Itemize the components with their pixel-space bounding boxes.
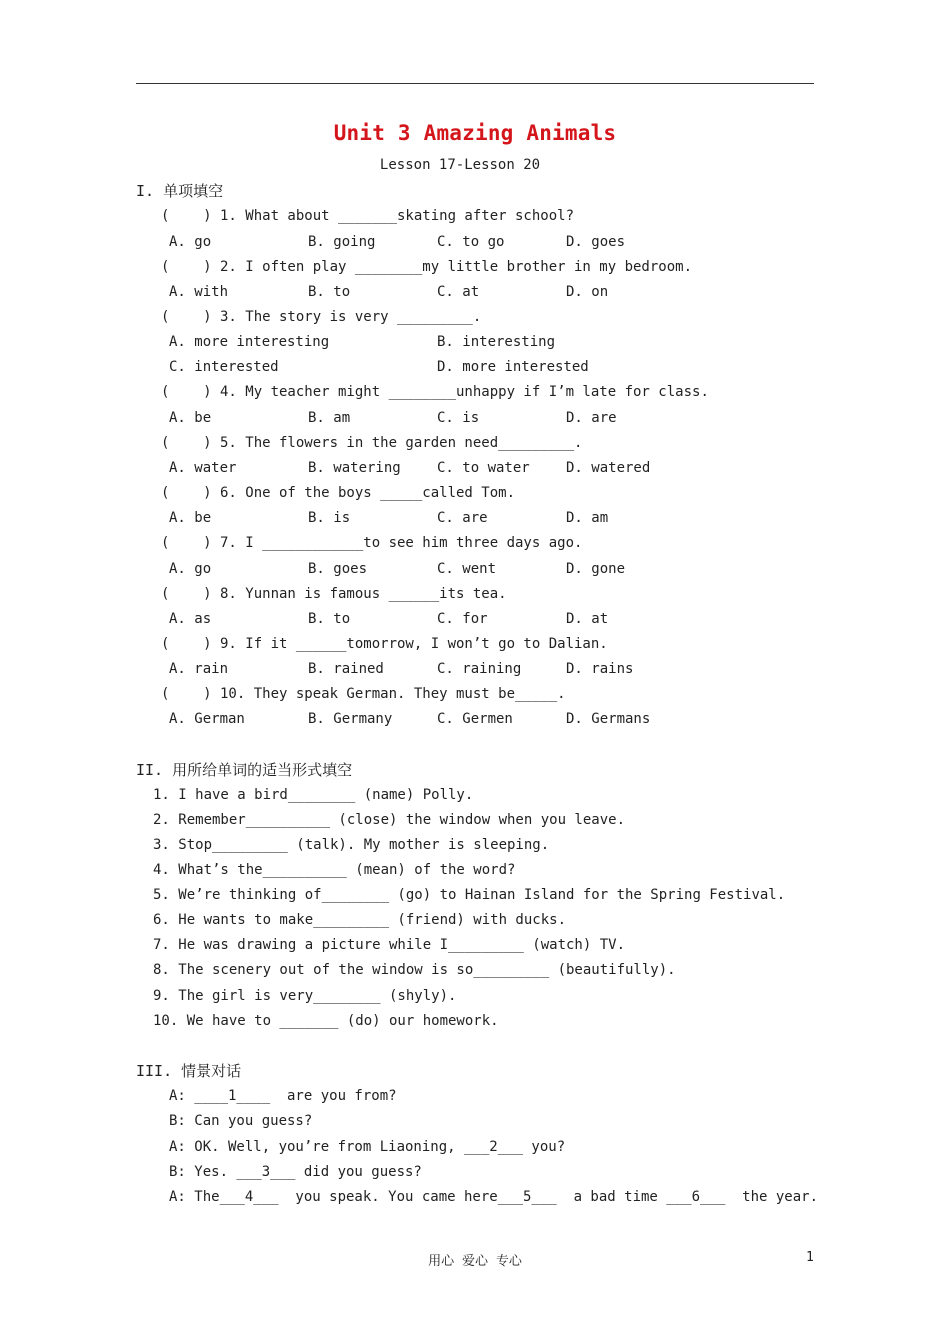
question-stem: ( ) 8. Yunnan is famous ______its tea.	[161, 586, 507, 602]
question-stem: ( ) 4. My teacher might ________unhappy if I’m late for class.	[161, 384, 709, 400]
dialogue-line: A: ____1____ are you from?	[169, 1088, 397, 1104]
option-c: C. to go	[437, 234, 505, 250]
option-d: D. watered	[566, 460, 651, 476]
option-d: D. rains	[566, 661, 634, 677]
option-c: C. for	[437, 611, 488, 627]
option-b: B. is	[308, 510, 351, 526]
question-stem: ( ) 3. The story is very _________.	[161, 309, 482, 325]
question-stem: ( ) 10. They speak German. They must be_____.	[161, 686, 566, 702]
fill-item: 10. We have to _______ (do) our homework.	[153, 1013, 499, 1029]
option-a: A. go	[169, 561, 212, 577]
question-stem: ( ) 2. I often play ________my little brother in my bedroom.	[161, 259, 693, 275]
option-a: A. rain	[169, 661, 229, 677]
fill-item: 7. He was drawing a picture while I_________ (watch) TV.	[153, 937, 626, 953]
option-a: A. as	[169, 611, 212, 627]
option-c: C. is	[437, 410, 480, 426]
option-d: D. goes	[566, 234, 626, 250]
section-3-heading: III. 情景对话	[136, 1062, 242, 1080]
fill-item: 8. The scenery out of the window is so_________ (beautifully).	[153, 962, 676, 978]
option-b: B. going	[308, 234, 376, 250]
option-d: D. are	[566, 410, 617, 426]
fill-item: 9. The girl is very________ (shyly).	[153, 988, 457, 1004]
page-subtitle: Lesson 17-Lesson 20	[379, 157, 541, 173]
question-stem: ( ) 1. What about _______skating after school?	[161, 208, 575, 224]
option-d: D. at	[566, 611, 609, 627]
option-a: A. go	[169, 234, 212, 250]
fill-item: 1. I have a bird________ (name) Polly.	[153, 787, 474, 803]
question-stem: ( ) 9. If it ______tomorrow, I won’t go to Dalian.	[161, 636, 608, 652]
option-c: C. interested	[169, 359, 279, 375]
fill-item: 3. Stop_________ (talk). My mother is sleeping.	[153, 837, 550, 853]
question-stem: ( ) 5. The flowers in the garden need_________.	[161, 435, 583, 451]
option-c: C. went	[437, 561, 497, 577]
section-2-heading: II. 用所给单词的适当形式填空	[136, 761, 353, 779]
option-a: A. German	[169, 711, 245, 727]
dialogue-line: B: Can you guess?	[169, 1113, 313, 1129]
option-c: C. at	[437, 284, 480, 300]
option-d: D. gone	[566, 561, 626, 577]
fill-item: 5. We’re thinking of________ (go) to Hainan Island for the Spring Festival.	[153, 887, 786, 903]
dialogue-line: B: Yes. ___3___ did you guess?	[169, 1164, 422, 1180]
footer-text: 用心 爱心 专心	[428, 1254, 522, 1269]
option-a: A. more interesting	[169, 334, 330, 350]
option-c: C. are	[437, 510, 488, 526]
option-b: B. to	[308, 611, 351, 627]
fill-item: 6. He wants to make_________ (friend) with ducks.	[153, 912, 567, 928]
fill-item: 4. What’s the__________ (mean) of the word?	[153, 862, 516, 878]
header-rule	[136, 83, 814, 84]
option-c: C. raining	[437, 661, 522, 677]
option-b: B. am	[308, 410, 351, 426]
option-d: D. on	[566, 284, 609, 300]
section-1-heading: I. 单项填空	[136, 182, 224, 200]
option-d: D. Germans	[566, 711, 651, 727]
option-b: B. goes	[308, 561, 368, 577]
dialogue-line: A: The___4___ you speak. You came here___5___ a bad time ___6___ the year.	[169, 1189, 819, 1205]
option-b: B. watering	[308, 460, 401, 476]
dialogue-line: A: OK. Well, you’re from Liaoning, ___2___ you?	[169, 1139, 566, 1155]
option-b: B. to	[308, 284, 351, 300]
fill-item: 2. Remember__________ (close) the window when you leave.	[153, 812, 626, 828]
option-a: A. be	[169, 410, 212, 426]
page-title: Unit 3 Amazing Animals	[333, 121, 617, 145]
question-stem: ( ) 7. I ____________to see him three days ago.	[161, 535, 583, 551]
option-c: C. Germen	[437, 711, 513, 727]
option-b: B. Germany	[308, 711, 393, 727]
option-d: D. more interested	[437, 359, 589, 375]
option-a: A. be	[169, 510, 212, 526]
question-stem: ( ) 6. One of the boys _____called Tom.	[161, 485, 516, 501]
option-b: B. interesting	[437, 334, 556, 350]
page-number: 1	[806, 1250, 814, 1265]
option-c: C. to water	[437, 460, 530, 476]
option-a: A. with	[169, 284, 229, 300]
option-d: D. am	[566, 510, 609, 526]
option-b: B. rained	[308, 661, 384, 677]
option-a: A. water	[169, 460, 237, 476]
